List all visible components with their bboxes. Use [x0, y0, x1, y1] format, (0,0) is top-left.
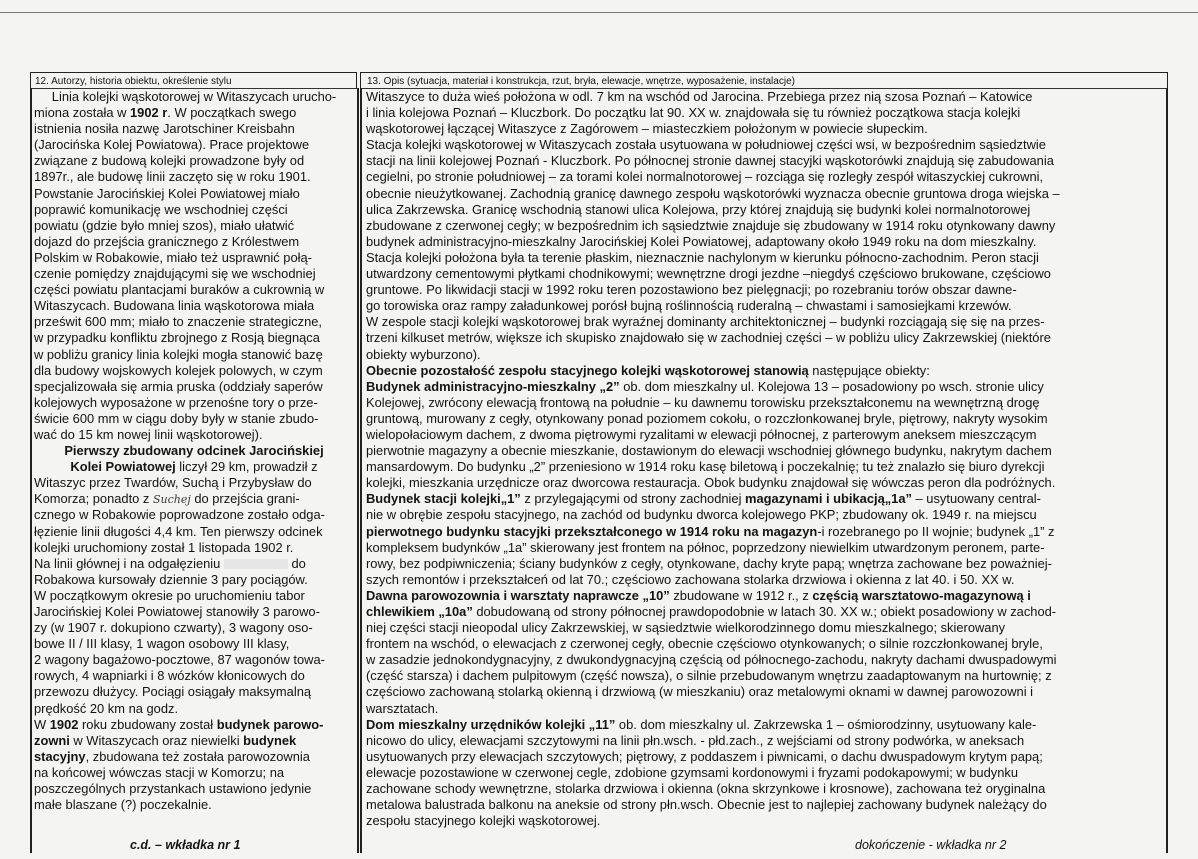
bold-text-run: 1902 r [130, 105, 168, 121]
text-run: Witaszyc przez Twardów, Suchą i Przybysław do [34, 475, 312, 491]
text-run: metalowa balustrada balkonu na aneksie od strony płn.wsch. Obecnie jest to najlepiej zachowany budynek należący do [366, 797, 1047, 813]
text-line [366, 475, 1164, 491]
text-run: czenie pomiędzy znajdującymi się we wschodniej [34, 266, 316, 282]
text-run: w zasadzie jednokondygnacyjny, z dwukondygnacyjną częścią od północnego-zachodu, nakryty dachami dwuspadowymi [366, 652, 1057, 668]
text-line [366, 186, 1164, 202]
text-line [34, 363, 354, 379]
text-run: małe blaszane (?) poczekalnie. [34, 797, 212, 813]
text-run: poprawić komunikację we wschodniej części [34, 201, 288, 217]
bold-text-run: budynek parowo- [216, 716, 324, 732]
bold-text-run: Pierwszy zbudowany odcinek Jarocińskiej [64, 443, 324, 459]
text-run: nicowo do ulicy, elewacjami szczytowymi na linii płn.wsch. - płd.zach., z wejściami od strony podwórka, w aneksach [366, 732, 1025, 748]
text-line [366, 668, 1164, 684]
text-line [366, 153, 1164, 169]
text-line [34, 218, 354, 234]
text-line [34, 379, 354, 395]
bold-text-run: chlewikiem „10a” [366, 604, 473, 619]
text-line [34, 636, 354, 652]
text-run: . W początkach swego [167, 105, 297, 121]
right-footer-note: dokończenie - wkładka nr 2 [855, 838, 1007, 852]
text-run: go torowiska oraz rampy załadunkowej porósł bujną roślinnością ruderalną – chwastami i samosiejkami krzewów. [366, 298, 1012, 314]
text-run: pierwotnie magazyny a obecnie mieszkanie, dostawionym do elewacji wschodniej głównego budynku, nakrytym dachem [366, 443, 1052, 459]
text-run: (część starsza) i dachem pulpitowym (część nowsza), o silnie przebudowanym wnętrzu zaadaptowanym na hurtownię; z [366, 668, 1052, 684]
text-run: stacji na linii kolejowej Poznań - Kluczbork. Po północnej stronie dawnej stacyjki wąskotorówki znajdują się zabudowania [366, 153, 1054, 169]
bold-text-run: pierwotnego budynku stacyjki przekształconego w 1914 roku na magazyn [366, 523, 818, 539]
text-line [366, 813, 1164, 829]
bold-text-run: zowni [34, 732, 70, 748]
text-line [34, 749, 354, 765]
text-run: kolejki, mieszkania urzędnicze oraz dworcowa restauracja. Obok budynku znajdował się wówczas peron dla podróżnych. [366, 475, 1056, 491]
text-line [34, 588, 354, 604]
bold-text-run: 1902 [49, 716, 79, 732]
text-line [366, 234, 1164, 250]
text-line [34, 395, 354, 411]
text-line [34, 620, 354, 636]
text-run: rowych, 4 wapniarki i 8 wózków kłonicowych do [34, 668, 305, 684]
text-run: istnienia nosiła nazwę Jarotschiner Kreisbahn [34, 121, 295, 137]
text-line [34, 298, 354, 314]
text-line [366, 781, 1164, 797]
text-line [366, 717, 1164, 733]
text-run: zbudowane w 1912 r., z [669, 587, 813, 603]
text-run: rowy, bez podpiwniczenia; ściany budynków z cegły, otynkowane, dachy kryte papą; wnętrza zachowane bez poważniej- [366, 555, 1052, 571]
text-line [34, 443, 354, 459]
text-run: Kolejowej, zwrócony elewacją frontową na południe – ku dawnemu torowisku przekształconemu na wewnętrzną drogę [366, 394, 1040, 410]
right-section-title: 13. Opis (sytuacja, materiał i konstrukcja, rzut, bryła, elewacje, wnętrze, wyposażenie, instalacje) [367, 76, 795, 87]
text-run: elewacje pozostawione w czerwonej cegle, zdobione gzymsami kordonowymi i fryzami podokapowymi; w budynku [366, 764, 1018, 780]
bold-text-run: stacyjny [34, 748, 86, 764]
text-run: W początkowym okresie po uruchomieniu tabor [34, 587, 305, 603]
text-run: części powiatu plantacjami buraków a cukrownią w [34, 282, 325, 298]
text-line [34, 781, 354, 797]
right-column-border [1166, 88, 1168, 853]
text-line [366, 395, 1164, 411]
bold-text-run: Dom mieszkalny urzędników kolejki „11” [366, 716, 616, 732]
text-line [34, 604, 354, 620]
text-run: – usytuowany central- [911, 491, 1041, 507]
text-run: kompleksem budynków „1a” skierowany jest frontem na północ, poprzedzony niewielkim utwardzonym peronem, parte- [366, 539, 1045, 555]
text-run: Stacja kolejki wąskotorowej w Witaszycach została usytuowana w południowej części wsi, w bezpośrednim sąsiedztwie [366, 137, 1046, 153]
text-run: w przypadku konfliktu zbrojnego z Rosją biegnąca [34, 330, 320, 346]
text-run: następujące obiekty: [808, 362, 930, 378]
text-run: dobudowaną od strony północnej prawdopodobnie w latach 30. XX w.; obiekt posadowiony w zachod- [472, 604, 1057, 619]
text-run: budynek administracyjno-mieszkalny Jarocińskiej Kolei Powiatowej, adaptowany około 1949 roku na dom mieszkalny. [366, 233, 1037, 249]
text-run: wać do 15 km nowej linii wąskotorowej). [34, 426, 263, 442]
text-run: 2 wagony bagażowo-pocztowe, 87 wagonów towa- [34, 652, 325, 668]
text-line [34, 668, 354, 684]
text-line [34, 701, 354, 717]
text-run: Na linii głównej i na odgałęzieniu [34, 555, 224, 571]
history-text-column [34, 89, 354, 813]
text-line [34, 652, 354, 668]
text-run: do [287, 555, 306, 571]
text-line [34, 475, 354, 491]
text-run: obiekty wyburzono). [366, 346, 481, 362]
text-line [366, 266, 1164, 282]
bold-text-run: częścią warsztatowo-magazynową i [812, 587, 1031, 603]
text-run: Robakowa kursowały dziennie 3 pary pociągów. [34, 571, 308, 587]
text-line [34, 572, 354, 588]
text-line [366, 218, 1164, 234]
text-line [34, 153, 354, 169]
text-run: niej części stacji nieopodal ulicy Zakrzewskiej, w sąsiedztwie wielkorodzinnego domu mieszkalnego; skierowany [366, 620, 1006, 636]
left-column-border [30, 88, 32, 853]
text-line [34, 733, 354, 749]
text-run: mansardowym. Do budynku „2” przeniesiono w 1914 roku kasę biletową i poczekalnię; tu też znalazło się biuro dyrekcji [366, 459, 1045, 475]
text-run: wąskotorowej łączącej Witaszyce z Zagórowem – miasteczkiem położonym w powiecie słupeckim. [366, 121, 928, 137]
text-line [366, 363, 1164, 379]
text-run: dla budowy wojskowych kolejek polowych, w czym [34, 362, 323, 378]
bold-text-run: Kolei Powiatowej [70, 459, 176, 475]
text-line [34, 507, 354, 523]
text-run: szych remontów i przekształceń od lat 70.; częściowo zachowana stolarka drzwiowa i okienna z lat 40. i 50. XX w. [366, 571, 1015, 587]
text-line [366, 169, 1164, 185]
text-line [366, 202, 1164, 218]
text-run: ob. dom mieszkalny ul. Zakrzewska 1 – ośmiorodzinny, usytuowany kale- [615, 716, 1037, 732]
text-line [34, 330, 354, 346]
text-run: zespołu stacyjnego kolejki wąskotorowej. [366, 813, 601, 829]
text-run: Witaszyce to duża wieś położona w odl. 7 km na wschód od Jarocina. Przebiega przez nią szosa Poznań – Katowice [366, 89, 1033, 104]
text-run: cegielni, po stronie południowej – za torami kolei normalnotorowej – rozciąga się rozległy zespół witaszyckiej cukrowni, [366, 169, 1044, 185]
text-line [366, 604, 1164, 620]
text-run: kolejowych wyposażone w przenośne tory o prze- [34, 394, 318, 410]
text-line [366, 298, 1164, 314]
left-footer-note: c.d. – wkładka nr 1 [130, 838, 241, 852]
text-line [366, 347, 1164, 363]
text-run: W zespole stacji kolejki wąskotorowej brak wyraźnej dominanty architektonicznej – budynki rozciągają się się na przes- [366, 314, 1045, 330]
text-run: (Jarocińska Kolej Powiatowa). Prace projektowe [34, 137, 310, 153]
text-line [34, 797, 354, 813]
text-line [34, 282, 354, 298]
text-line [34, 89, 354, 105]
text-run: prześwit 600 mm; miało to znaczenie strategiczne, [34, 314, 323, 330]
text-run: W [34, 716, 50, 732]
text-line [366, 105, 1164, 121]
text-run: gruntową, murowany z cegły, otynkowany ponad poziomem cokołu, o rozczłonkowanej bryle, piętrowy, nakryty wysokim [366, 410, 1048, 426]
text-line [366, 507, 1164, 523]
text-line [34, 347, 354, 363]
text-line [366, 379, 1164, 395]
text-run: ob. dom mieszkalny ul. Kolejowa 13 – posadowiony po wsch. stronie ulicy [619, 378, 1044, 394]
text-run: 1897r., ale budowę linii zaczęto się w roku 1901. [34, 169, 311, 185]
text-run: -i rozebranego po II wojnie; budynek „1” z [817, 523, 1055, 539]
bold-text-run: Budynek stacji kolejki„1” [366, 491, 521, 507]
text-run: obecnie nieużytkowanej. Zachodnią granicę dawnego zespołu wąskotorówki wyznacza obecnie gruntowa droga wiejska – [366, 185, 1060, 201]
text-line [366, 572, 1164, 588]
text-line [34, 765, 354, 781]
text-run: trzeni kilkuset metrów, większe ich skupisko znajdowało się w zachodniej części – w pobliżu ulicy Zakrzewskiej (niektóre [366, 330, 1051, 346]
text-line [34, 524, 354, 540]
text-run: utwardzony cementowymi płytkami chodnikowymi; wewnętrzne drogi jezdne –niegdyś częściowo brukowane, częściowo [366, 266, 1051, 282]
text-line [366, 459, 1164, 475]
text-line [366, 797, 1164, 813]
text-run: usytuowanych przy elewacjach szczytowych; piętrowy, z poddaszem i piwnicami, o dachu dwuspadowym krytym papą; [366, 748, 1043, 764]
bold-text-run: Dawna parowozownia i warsztaty naprawcze „10” [366, 587, 670, 603]
text-run: Stacja kolejki położona była ta terenie płaskim, nieznacznie nachylonym w kierunku północno-zachodnim. Peron stacji [366, 249, 1039, 265]
text-line [366, 330, 1164, 346]
text-run: zy (w 1907 r. dokupiono czwarty), 3 wagony oso- [34, 620, 313, 636]
description-text-column [366, 89, 1164, 829]
text-run: specjalizowała się armia pruska (oddziały saperów [34, 378, 323, 394]
text-line [34, 491, 354, 507]
text-line [366, 636, 1164, 652]
right-column-inner-border [360, 88, 362, 853]
text-line [366, 652, 1164, 668]
text-line [366, 701, 1164, 717]
text-line [34, 556, 354, 572]
text-line [34, 234, 354, 250]
text-run: prędkość 20 km na godz. [34, 700, 179, 716]
text-run: roku zbudowany został [78, 716, 217, 732]
text-line [34, 684, 354, 700]
text-run: zbudowane z czerwonej cegły; w bezpośrednim ich sąsiedztwie znajduje się zbudowany w 1914 roku otynkowany dawny [366, 217, 1056, 233]
text-run: w Witaszycach oraz niewielki [69, 732, 244, 748]
text-run: gruntowe. Po likwidacji stacji w 1992 roku teren pozostawiono bez pielęgnacji; po rozebraniu torów obszar dawne- [366, 282, 1017, 298]
text-run: miona została w [34, 105, 131, 121]
text-line [366, 282, 1164, 298]
text-line [366, 314, 1164, 330]
text-line [34, 540, 354, 556]
text-line [34, 137, 354, 153]
text-line [366, 411, 1164, 427]
text-run: cznego w Robakowie poprowadzone zostało odga- [34, 507, 325, 523]
text-run: kolejki uruchomiony został 1 listopada 1902 r. [34, 539, 294, 555]
text-run: Komorza; ponadto z [34, 491, 153, 507]
text-line [366, 765, 1164, 781]
text-run: Polskim w Robakowie, miało też usprawnić połą- [34, 249, 312, 265]
text-line [34, 250, 354, 266]
text-line [366, 137, 1164, 153]
text-run: na końcowej wówczas stacji w Komorzu; na [34, 764, 285, 780]
text-line [366, 524, 1164, 540]
text-run: częściowo zachowaną stolarką okienną i drzwiową (w mieszkaniu) oraz metalowymi oknami w dawnej parowozowni i [366, 684, 1034, 700]
text-run: frontem na wschód, o elewacjach z czerwonej cegły, obecnie częściowo otynkowanych; o silnie rozczłonkowanej bryle, [366, 636, 1043, 652]
bold-text-run: Obecnie pozostałość zespołu stacyjnego kolejki wąskotorowej stanowią [366, 362, 809, 378]
text-run: i linia kolejowa Poznań – Kluczbork. Do początku lat 90. XX w. znajdowała się tu również początkowa stacja kolejki [366, 105, 1021, 121]
text-line [34, 717, 354, 733]
text-line [366, 443, 1164, 459]
text-run: Powstanie Jarocińskiej Kolei Powiatowej miało [34, 185, 300, 201]
text-line [34, 121, 354, 137]
text-line [366, 89, 1164, 105]
top-border-line [0, 12, 1198, 13]
text-line [366, 684, 1164, 700]
handwritten-insertion: Suchej [152, 493, 191, 507]
text-line [34, 427, 354, 443]
text-line [34, 266, 354, 282]
bold-text-run: budynek [243, 732, 297, 748]
text-run: liczył 29 km, prowadził z [175, 459, 318, 475]
text-run: związane z budową kolejki prowadzone były od [34, 153, 305, 169]
text-run: powiatu (gdzie było mniej szos), miało ułatwić [34, 217, 295, 233]
text-line [366, 556, 1164, 572]
text-run: poszczególnych przystankach ustawiono jedynie [34, 781, 312, 797]
text-run: ulica Zakrzewska. Granicę wschodnią stanowi ulica Kolejowa, przy której znajdują się budynki kolei normalnotorowej [366, 201, 1031, 217]
text-run: dojazd do przejścia granicznego z Królestwem [34, 233, 300, 249]
text-line [366, 121, 1164, 137]
text-run: Jarocińskiej Kolei Powiatowej stanowiły 3 parowo- [34, 604, 320, 619]
text-line [366, 620, 1164, 636]
text-run: Linia kolejki wąskotorowej w Witaszycach urucho- [51, 89, 337, 104]
bold-text-run: magazynami i ubikacją„1a” [745, 491, 912, 507]
text-line [366, 540, 1164, 556]
text-run: , zbudowana też została parowozownia [85, 748, 310, 764]
text-line [34, 186, 354, 202]
text-line [34, 314, 354, 330]
text-line [34, 459, 354, 475]
text-run: wielopołaciowym dachem, z dwoma piętrowymi ryzalitami w elewacji północnej, z parterowym aneksem mieszczącym [366, 426, 1037, 442]
text-line [366, 588, 1164, 604]
text-run: nie w obrębie zespołu stacyjnego, na zachód od budynku dworca kolejowego PKP; zbudowany ok. 1949 r. na miejscu [366, 507, 1037, 523]
text-run: Witaszycach. Budowana linia wąskotorowa miała [34, 298, 315, 314]
left-section-title: 12. Autorzy, historia obiektu, określenie stylu [35, 76, 232, 87]
text-line [34, 105, 354, 121]
text-line [34, 169, 354, 185]
text-line [34, 411, 354, 427]
text-run: do przejścia grani- [190, 491, 300, 507]
text-run: warsztatach. [366, 700, 439, 716]
text-line [366, 491, 1164, 507]
text-run: świcie 600 mm w ciągu doby były w stanie zbudo- [34, 410, 319, 426]
text-run: bowe II / III klasy, 1 wagon osobowy III klasy, [34, 636, 290, 652]
text-run: z przylegającymi od strony zachodniej [520, 491, 746, 507]
left-column-inner-border [357, 88, 359, 853]
text-line [366, 733, 1164, 749]
text-run: w pobliżu granicy linia kolejki mogła stanowić bazę [34, 346, 323, 362]
text-line [366, 749, 1164, 765]
text-line [366, 250, 1164, 266]
text-line [366, 427, 1164, 443]
text-line [34, 202, 354, 218]
text-run: zachowane schody wewnętrzne, stolarka drzwiowa i okienna (okna skrzynkowe i krosnowe), zachowana też oryginalna [366, 781, 1046, 797]
text-run: łęzienie linii długości 4,4 km. Ten pierwszy odcinek [34, 523, 323, 539]
bold-text-run: Budynek administracyjno-mieszkalny „2” [366, 378, 620, 394]
erased-text-smudge [224, 559, 288, 569]
text-run: przewozu dłużycy. Pociągi osiągały maksymalną [34, 684, 312, 700]
